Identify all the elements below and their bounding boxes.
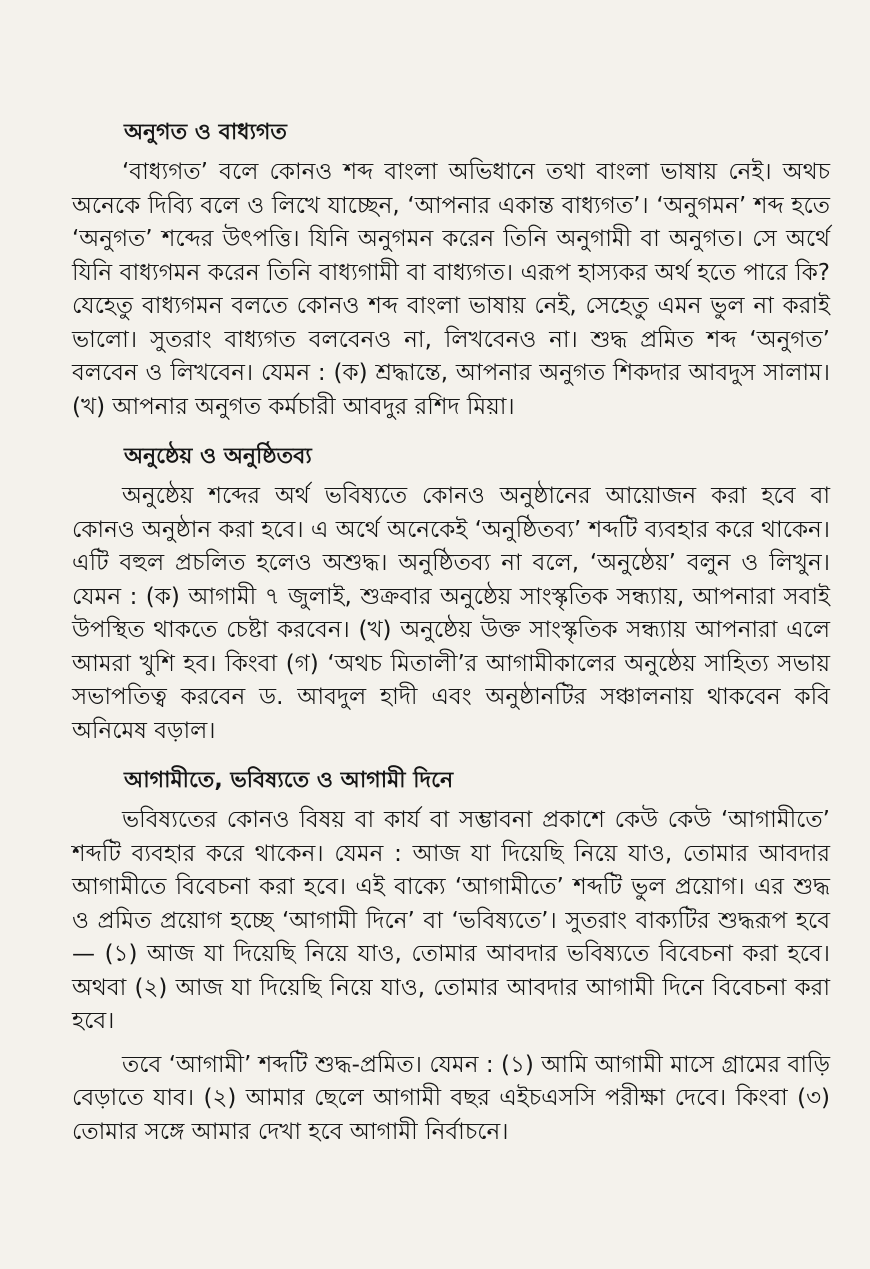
section-heading: আগামীতে, ভবিষ্যতে ও আগামী দিনে xyxy=(124,768,454,793)
paragraph: অনুষ্ঠেয় শব্দের অর্থ ভবিষ্যতে কোনও অনুষ্ঠানের আয়োজন করা হবে বা কোনও অনুষ্ঠান করা হবে। এ অর্থে অনেকেই ‘অনুষ্ঠিতব্য’ শব্দটি ব্যবহার করে থাকেন। এটি বহুল প্রচলিত হলেও অশুদ্ধ। অনুষ্ঠিতব্য না বলে, ‘অনুষ্ঠেয়’ বলুন ও লিখুন। যেমন : (ক) আগামী ৭ জুলাই, শুক্রবার অনুষ্ঠেয় সাংস্কৃতিক সন্ধ্যায়, আপনারা সবাই উপস্থিত থাকতে চেষ্টা করবেন। (খ) অনুষ্ঠেয় উক্ত সাংস্কৃতিক সন্ধ্যায় আপনারা এলে আমরা খুশি হব। কিংবা (গ) ‘অথচ মিতালী’র আগামীকালের অনুষ্ঠেয় সাহিত্য সভায় সভাপতিত্ব করবেন ড. আবদুল হাদী এবং অনুষ্ঠানটির সঞ্চালনায় থাকবেন কবি অনিমেষ বড়াল। xyxy=(72,483,830,744)
paragraph: ভবিষ্যতের কোনও বিষয় বা কার্য বা সম্ভাবনা প্রকাশে কেউ কেউ ‘আগামীতে’ শব্দটি ব্যবহার করে থাকেন। যেমন : আজ যা দিয়েছি নিয়ে যাও, তোমার আবদার আগামীতে বিবেচনা করা হবে। এই বাক্যে ‘আগামীতে’ শব্দটি ভুল প্রয়োগ। এর শুদ্ধ ও প্রমিত প্রয়োগ হচ্ছে ‘আগামী দিনে’ বা ‘ভবিষ্যতে’। সুতরাং বাক্যটির শুদ্ধরূপ হবে— (১) আজ যা দিয়েছি নিয়ে যাও, তোমার আবদার ভবিষ্যতে বিবেচনা করা হবে। অথবা (২) আজ যা দিয়েছি নিয়ে যাও, তোমার আবদার আগামী দিনে বিবেচনা করা হবে। xyxy=(72,807,830,1034)
section-agamite xyxy=(72,764,830,1149)
section-heading: অনুষ্ঠেয় ও অনুষ্ঠিতব্য xyxy=(124,444,312,469)
section-anushtheya xyxy=(72,440,830,748)
paragraph: ‘বাধ্যগত’ বলে কোনও শব্দ বাংলা অভিধানে তথা বাংলা ভাষায় নেই। অথচ অনেকে দিব্যি বলে ও লিখে যাচ্ছেন, ‘আপনার একান্ত বাধ্যগত’। ‘অনুগমন’ শব্দ হতে ‘অনুগত’ শব্দের উৎপত্তি। যিনি অনুগমন করেন তিনি অনুগামী বা অনুগত। সে অর্থে যিনি বাধ্যগমন করেন তিনি বাধ্যগামী বা বাধ্যগত। এরূপ হাস্যকর অর্থ হতে পারে কি? যেহেতু বাধ্যগমন বলতে কোনও শব্দ বাংলা ভাষায় নেই, সেহেতু এমন ভুল না করাই ভালো। সুতরাং বাধ্যগত বলবেনও না, লিখবেনও না। শুদ্ধ প্রমিত শব্দ ‘অনুগত’ বলবেন ও লিখবেন। যেমন : (ক) শ্রদ্ধান্তে, আপনার অনুগত শিকদার আবদুস সালাম। (খ) আপনার অনুগত কর্মচারী আবদুর রশিদ মিয়া। xyxy=(72,159,830,420)
section-heading: অনুগত ও বাধ্যগত xyxy=(124,120,287,145)
paragraph: তবে ‘আগামী’ শব্দটি শুদ্ধ-প্রমিত। যেমন : (১) আমি আগামী মাসে গ্রামের বাড়ি বেড়াতে যাব। (২) আমার ছেলে আগামী বছর এইচএসসি পরীক্ষা দেবে। কিংবা (৩) তোমার সঙ্গে আমার দেখা হবে আগামী নির্বাচনে। xyxy=(72,1051,830,1145)
section-anugata xyxy=(72,116,830,424)
